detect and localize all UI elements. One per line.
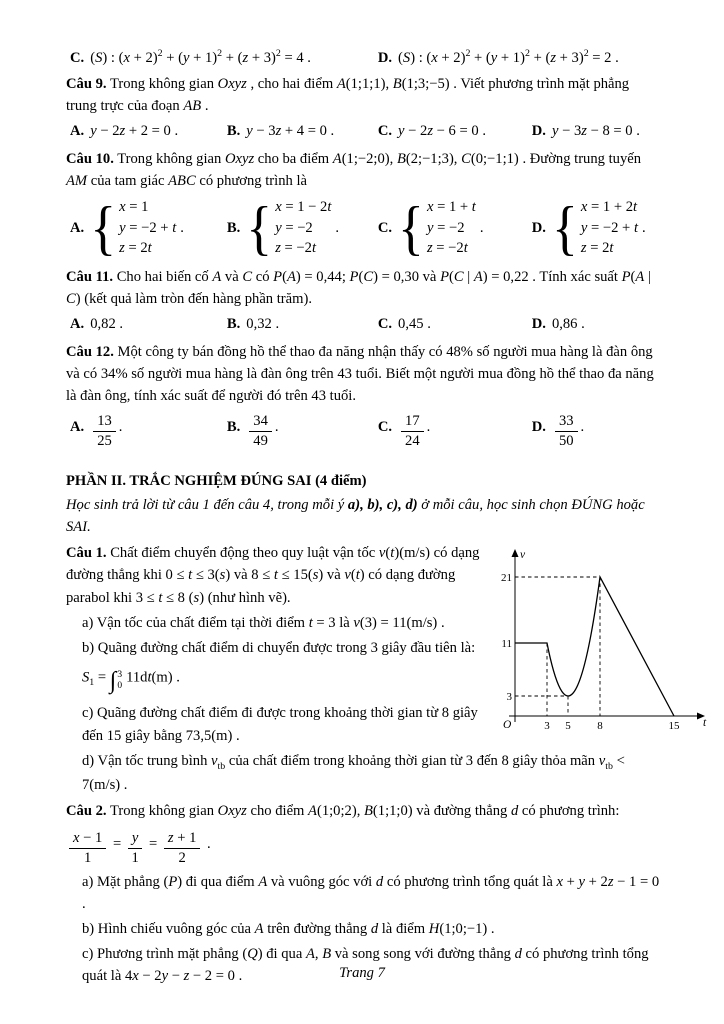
equation-system: x = 1 + t y = −2 z = −2t	[426, 198, 476, 257]
ds1-item-c: c) Quãng đường chất điểm đi được trong khoảng thời gian từ 8 giây đến 15 giây bằng 73,5(m) .	[82, 705, 478, 744]
system-brace: {	[398, 194, 424, 262]
question-label: Câu 12.	[66, 343, 114, 360]
option-label: D.	[377, 49, 393, 66]
option-d: D. 0,86 .	[531, 316, 585, 333]
ds1-item-a: a) Vận tốc của chất điểm tại thời điểm t = 3 là v(3) = 11(m/s) .	[82, 614, 445, 631]
option-a: A. y − 2z + 2 = 0 .	[70, 123, 179, 140]
question-text: Trong không gian Oxyz cho ba điểm A(1;−2;0), B(2;−1;3), C(0;−1;1) . Đường trung tuyến AM của tam giác ABC có phương trình là	[66, 150, 642, 189]
ds2-line-equation: $\frac{x - 1}{1}$ = $\frac{y}{1}$ = $\frac{z + 1}{2}$ .	[66, 830, 662, 867]
question-text: Một công ty bán đồng hồ thể thao đa năng nhận thấy có 48% số người mua hàng là đàn ông và có 34% số người mua hàng là đàn ông trên 43 tuổi. Biết một người mua đồng hồ thể thao đa năng là đàn ông, tính xác suất để người đó trên 43 tuổi.	[66, 343, 654, 404]
section-heading: PHẦN II. TRẮC NGHIỆM ĐÚNG SAI (4 điểm)	[66, 472, 367, 489]
question-label: Câu 10.	[66, 150, 114, 167]
question-9-options	[66, 120, 662, 142]
x-tick-5: 5	[565, 720, 571, 733]
y-tick-11: 11	[501, 638, 512, 651]
equation-system: x = 1 + 2t y = −2 + t z = 2t	[580, 198, 638, 257]
y-tick-21: 21	[501, 572, 512, 585]
question-label: Câu 2.	[66, 802, 107, 819]
fraction: $\frac{33}{50}$	[555, 413, 578, 450]
option-b: B. $\frac{34}{49}$ .	[226, 413, 279, 449]
option-b: B. y − 3z + 4 = 0 .	[226, 123, 335, 140]
ds2-item-c: c) Phương trình mặt phẳng (Q) đi qua A, B và song song với đường thẳng d có phương trình tổng quát là 4x − 2y − z − 2 = 0 .	[82, 946, 649, 985]
ds-question-1	[66, 542, 707, 796]
origin-label: O	[503, 719, 512, 732]
question-text: Chất điểm chuyển động theo quy luật vận tốc v(t)(m/s) có dạng đường thẳng khi 0 ≤ t ≤ 3(s) và 8 ≤ t ≤ 15(s) và v(t) có dạng đường parabol khi 3 ≤ t ≤ 8 (s) (như hình vẽ).	[66, 545, 480, 606]
option-c: C. 0,45 .	[377, 316, 431, 333]
option-c: C. $\frac{17}{24}$ .	[377, 413, 431, 449]
option-d: D. $\frac{33}{50}$ .	[531, 413, 585, 449]
option-a: A. $\frac{13}{25}$ .	[70, 413, 123, 449]
option-c	[70, 46, 378, 69]
equation-system: x = 1 y = −2 + t z = 2t	[119, 198, 177, 257]
option-d: D. { x = 1 + 2t y = −2 + t z = 2t .	[531, 194, 646, 262]
system-brace: {	[90, 194, 117, 262]
fraction: $\frac{13}{25}$	[93, 413, 116, 450]
question-label: Câu 1.	[66, 545, 107, 562]
ds1-item-d: d) Vận tốc trung bình $v_{tb}$ của chất điểm trong khoảng thời gian từ 3 đến 8 giây thỏa mãn $v_{tb} < 7(m/s)$ .	[82, 752, 625, 793]
question-12-stem	[66, 341, 662, 408]
x-tick-3: 3	[544, 720, 550, 733]
page-footer	[0, 962, 724, 984]
question-label: Câu 11.	[66, 269, 114, 286]
option-b: B. 0,32 .	[226, 316, 280, 333]
question-text: Cho hai biến cố A và C có P(A) = 0,44; P(C) = 0,30 và P(C | A) = 0,22 . Tính xác suất P(A | C) (kết quả làm tròn đến hàng phần trăm).	[66, 269, 651, 308]
option-label: C.	[70, 49, 85, 66]
ds2-item-b: b) Hình chiếu vuông góc của A trên đường thẳng d là điểm H(1;0;−1) .	[82, 921, 495, 938]
section-instruction: Học sinh trả lời từ câu 1 đến câu 4, trong mỗi ý a), b), c), d) ở mỗi câu, học sinh chọn ĐÚNG hoặc SAI.	[66, 496, 645, 535]
question-11-options	[66, 313, 662, 335]
page-number: Trang 7	[339, 964, 385, 981]
question-10-options	[66, 194, 662, 262]
x-tick-15: 15	[668, 720, 680, 733]
ds-question-2	[66, 800, 662, 988]
equation-system: x = 1 − 2t y = −2 z = −2t	[275, 198, 332, 257]
system-brace: {	[246, 194, 273, 262]
option-text: (S) : $(x + 2)^2 + (y + 1)^2 + (z + 3)^2 = 4$ .	[90, 48, 311, 66]
fraction: $\frac{34}{49}$	[249, 413, 272, 450]
question-11-stem	[66, 266, 662, 310]
x-tick-8: 8	[597, 720, 603, 733]
y-tick-3: 3	[506, 691, 512, 704]
y-axis-label: v	[520, 549, 526, 562]
option-a: A. 0,82 .	[70, 316, 124, 333]
ds1-item-b: b) Quãng đường chất điểm di chuyển được trong 3 giây đầu tiên là:	[82, 639, 476, 656]
option-c: C. { x = 1 + t y = −2 z = −2t .	[377, 194, 484, 262]
question-label: Câu 9.	[66, 76, 107, 93]
ds1-item-b-formula: $S_1$ = ∫ 3 0 11dt(m) .	[82, 668, 180, 695]
ds2-stem	[66, 800, 662, 822]
question-9-stem	[66, 73, 662, 117]
option-c: C. y − 2z − 6 = 0 .	[377, 123, 486, 140]
system-brace: {	[551, 194, 578, 262]
velocity-time-graph	[497, 544, 712, 744]
option-a: A. { x = 1 y = −2 + t z = 2t .	[70, 194, 184, 262]
graph-svg	[497, 544, 712, 744]
ds2-item-a: a) Mặt phẳng (P) đi qua điểm A và vuông góc với d có phương trình tổng quát là x + y + 2z − 1 = 0 .	[82, 873, 660, 912]
sphere-options-row	[66, 46, 662, 69]
option-d: D. y − 3z − 8 = 0 .	[531, 123, 640, 140]
question-text: Trong không gian Oxyz cho điểm A(1;0;2), B(1;1;0) và đường thẳng d có phương trình:	[109, 802, 620, 819]
question-12-options	[66, 413, 662, 450]
option-d	[378, 46, 662, 69]
question-text: Trong không gian Oxyz , cho hai điểm A(1;1;1), B(1;3;−5) . Viết phương trình mặt phẳng trung trực của đoạn AB .	[66, 76, 630, 115]
question-10-stem	[66, 148, 662, 192]
option-text: (S) : $(x + 2)^2 + (y + 1)^2 + (z + 3)^2 = 2$ .	[398, 48, 619, 66]
fraction: $\frac{17}{24}$	[401, 413, 424, 450]
x-axis-label: t	[703, 717, 707, 730]
option-b: B. { x = 1 − 2t y = −2 z = −2t .	[226, 194, 340, 262]
